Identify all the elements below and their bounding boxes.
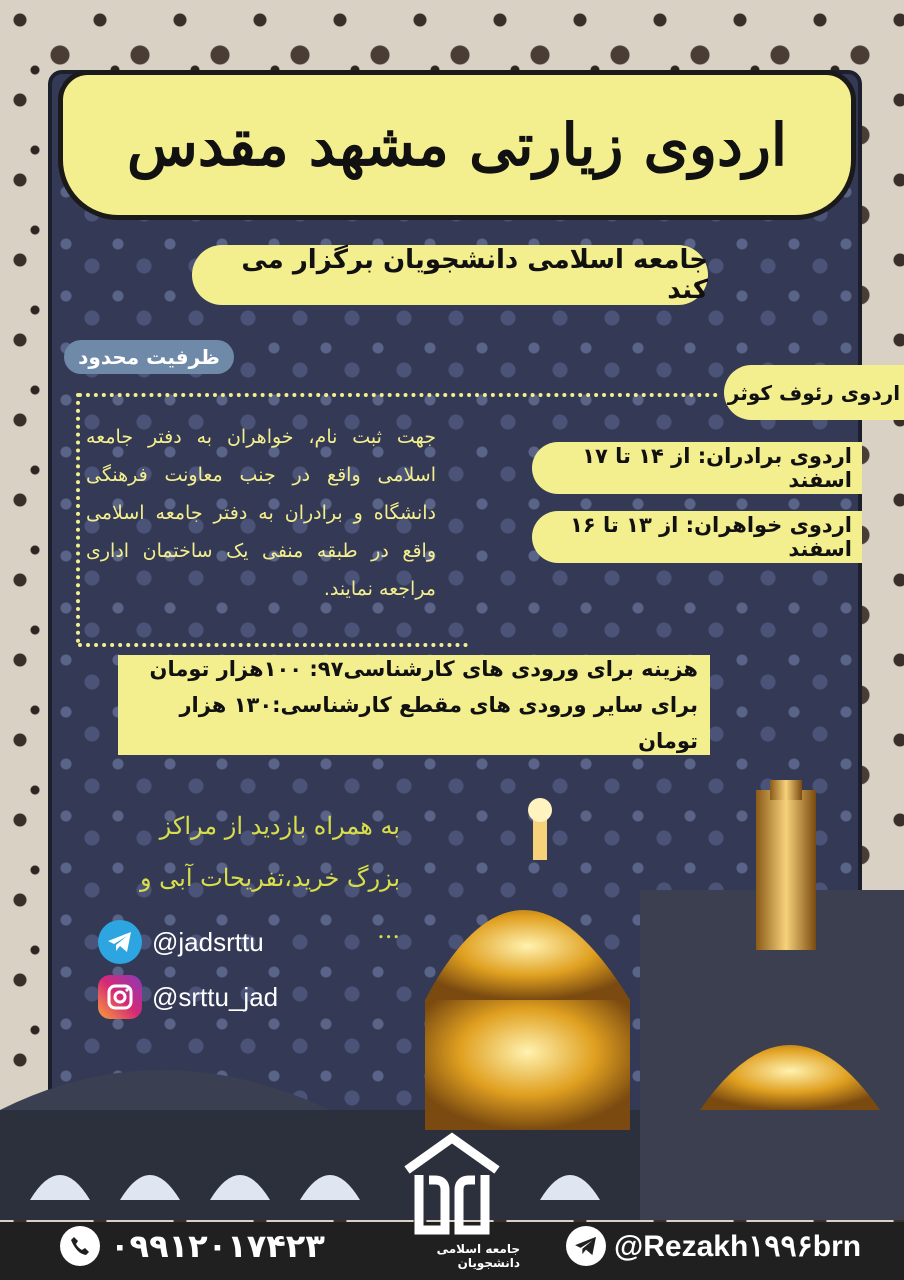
phone-contact	[60, 1226, 325, 1266]
telegram-row	[98, 920, 264, 964]
footer-telegram-icon[interactable]	[566, 1226, 606, 1266]
title-banner	[58, 70, 856, 220]
instagram-handle[interactable]: @srttu_jad	[152, 981, 279, 1012]
instagram-row	[98, 975, 278, 1019]
extra-line-2: بزرگ خرید،تفریحات آبی و ...	[139, 864, 400, 944]
organization-logo	[384, 1130, 520, 1280]
sisters-trip-banner	[532, 511, 862, 563]
dotted-divider-bottom	[78, 643, 468, 647]
poster-title: اردوی زیارتی مشهد مقدس	[127, 111, 787, 179]
registration-info: جهت ثبت نام، خواهران به دفتر جامعه اسلامی واقع در جنب معاونت فرهنگی دانشگاه و برادران به دفتر جامعه اسلامی واقع در طبقه منفی یک ساختمان اداری مراجعه نمایند.	[86, 426, 436, 600]
telegram-handle[interactable]: @jadsrttu	[152, 926, 264, 957]
limited-capacity-badge	[64, 340, 234, 374]
extra-line-1: به همراه بازدید از مراکز	[159, 812, 400, 840]
badge-label: ظرفیت محدود	[78, 345, 220, 369]
subtitle-banner	[192, 245, 708, 305]
phone-icon[interactable]	[60, 1226, 100, 1266]
cost-line-2: برای سایر ورودی های مقطع کارشناسی:۱۳۰ هزار تومان	[179, 693, 698, 753]
brothers-trip-banner	[532, 442, 862, 494]
sisters-trip-dates: اردوی خواهران: از ۱۳ تا ۱۶ اسفند	[570, 513, 852, 561]
telegram-icon[interactable]	[98, 920, 142, 964]
trip-name: اردوی رئوف کوثر	[727, 380, 901, 405]
logo-caption: جامعه اسلامی دانشجویان	[436, 1242, 520, 1270]
trip-name-banner	[724, 365, 904, 420]
cost-line-1: هزینه برای ورودی های کارشناسی۹۷: ۱۰۰هزار تومان	[149, 657, 698, 681]
phone-number[interactable]: ۰۹۹۱۲۰۱۷۴۲۳	[110, 1227, 325, 1265]
footer-telegram-contact	[566, 1226, 861, 1266]
instagram-icon[interactable]	[98, 975, 142, 1019]
subtitle: جامعه اسلامی دانشجویان برگزار می کند	[241, 245, 708, 305]
logo-emblem-icon	[397, 1130, 507, 1240]
footer-telegram-handle[interactable]: @Rezakh۱۹۹۶brn	[614, 1229, 862, 1263]
cost-box	[118, 655, 710, 755]
dotted-divider-left	[76, 393, 80, 643]
brothers-trip-dates: اردوی برادران: از ۱۴ تا ۱۷ اسفند	[582, 444, 852, 492]
dotted-divider-top	[78, 393, 718, 397]
